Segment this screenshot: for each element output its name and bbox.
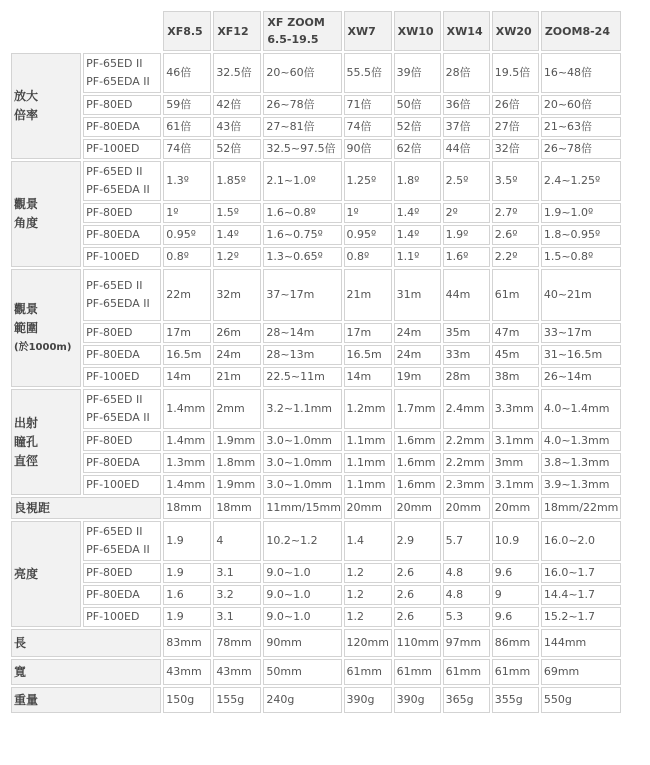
value-cell: 45m	[492, 345, 539, 365]
value-cell: 1.25º	[344, 161, 392, 201]
value-cell: 3.1	[213, 563, 261, 583]
value-cell: 21m	[344, 269, 392, 321]
value-cell: 150g	[163, 687, 211, 713]
value-cell: 1.8~0.95º	[541, 225, 621, 245]
model-label: PF-65ED II	[86, 525, 143, 538]
col-header-xf12: XF12	[213, 11, 261, 51]
value-cell: 1.6mm	[394, 475, 441, 495]
value-cell: 1.9~1.0º	[541, 203, 621, 223]
value-cell: 120mm	[344, 629, 392, 657]
table-row	[11, 453, 621, 473]
value-cell: 1.9mm	[213, 475, 261, 495]
value-cell: 78mm	[213, 629, 261, 657]
model-cell	[83, 389, 161, 429]
value-cell: 20~60倍	[263, 53, 341, 93]
value-cell: 355g	[492, 687, 539, 713]
value-cell: 20mm	[443, 497, 490, 519]
value-cell: 2.6	[394, 563, 441, 583]
table-row	[11, 367, 621, 387]
value-cell: 43倍	[213, 117, 261, 137]
value-cell: 32m	[213, 269, 261, 321]
value-cell: 2.7º	[492, 203, 539, 223]
value-cell: 4.8	[443, 563, 490, 583]
value-cell: 97mm	[443, 629, 490, 657]
model-cell: PF-80ED	[83, 431, 161, 451]
value-cell: 16.0~1.7	[541, 563, 621, 583]
value-cell: 61mm	[394, 659, 441, 685]
value-cell: 10.9	[492, 521, 539, 561]
model-label: PF-65EDA II	[86, 297, 150, 310]
category-label: 角度	[14, 216, 39, 230]
value-cell: 39倍	[394, 53, 441, 93]
category-angle	[11, 161, 81, 267]
model-label: PF-65ED II	[86, 393, 143, 406]
col-header-xf-zoom	[263, 11, 341, 51]
value-cell: 3.3mm	[492, 389, 539, 429]
value-cell: 1.6~0.8º	[263, 203, 341, 223]
value-cell: 33~17m	[541, 323, 621, 343]
model-cell: PF-80EDA	[83, 225, 161, 245]
value-cell: 2.4mm	[443, 389, 490, 429]
value-cell: 3.1	[213, 607, 261, 627]
value-cell: 1.2	[344, 563, 392, 583]
value-cell: 2.4~1.25º	[541, 161, 621, 201]
value-cell: 33m	[443, 345, 490, 365]
value-cell: 1.4mm	[163, 431, 211, 451]
value-cell: 1º	[163, 203, 211, 223]
value-cell: 4.0~1.3mm	[541, 431, 621, 451]
value-cell: 3.2~1.1mm	[263, 389, 341, 429]
value-cell: 19m	[394, 367, 441, 387]
model-label: PF-65EDA II	[86, 411, 150, 424]
value-cell: 43mm	[213, 659, 261, 685]
value-cell: 0.95º	[344, 225, 392, 245]
value-cell: 1.6~0.75º	[263, 225, 341, 245]
value-cell: 365g	[443, 687, 490, 713]
value-cell: 2mm	[213, 389, 261, 429]
value-cell: 1.9	[163, 563, 211, 583]
value-cell: 46倍	[163, 53, 211, 93]
col-header-xw20: XW20	[492, 11, 539, 51]
model-label: PF-65ED II	[86, 165, 143, 178]
value-cell: 16~48倍	[541, 53, 621, 93]
value-cell: 1.3mm	[163, 453, 211, 473]
value-cell: 17m	[163, 323, 211, 343]
value-cell: 21~63倍	[541, 117, 621, 137]
col-header-xf-zoom-line1: XF ZOOM	[267, 16, 325, 29]
value-cell: 16.0~2.0	[541, 521, 621, 561]
value-cell: 18mm	[163, 497, 211, 519]
value-cell: 86mm	[492, 629, 539, 657]
category-label: 瞳孔	[14, 434, 39, 449]
value-cell: 11mm/15mm	[263, 497, 341, 519]
value-cell: 38m	[492, 367, 539, 387]
category-label: 放大	[14, 89, 39, 103]
value-cell: 110mm	[394, 629, 441, 657]
model-cell: PF-80EDA	[83, 585, 161, 605]
col-header-xf8-5: XF8.5	[163, 11, 211, 51]
value-cell: 4.8	[443, 585, 490, 605]
value-cell: 3.5º	[492, 161, 539, 201]
value-cell: 47m	[492, 323, 539, 343]
value-cell: 4.0~1.4mm	[541, 389, 621, 429]
value-cell: 27倍	[492, 117, 539, 137]
value-cell: 155g	[213, 687, 261, 713]
value-cell: 26~14m	[541, 367, 621, 387]
value-cell: 0.95º	[163, 225, 211, 245]
table-row	[11, 497, 621, 519]
value-cell: 0.8º	[344, 247, 392, 267]
value-cell: 1.4mm	[163, 389, 211, 429]
value-cell: 1.6	[163, 585, 211, 605]
category-label: 觀景	[14, 197, 39, 211]
value-cell: 2º	[443, 203, 490, 223]
value-cell: 9	[492, 585, 539, 605]
value-cell: 18mm	[213, 497, 261, 519]
model-cell	[83, 521, 161, 561]
value-cell: 1.85º	[213, 161, 261, 201]
table-row	[11, 225, 621, 245]
spec-table	[9, 9, 623, 715]
value-cell: 55.5倍	[344, 53, 392, 93]
table-row	[11, 117, 621, 137]
table-row	[11, 389, 621, 429]
value-cell: 26m	[213, 323, 261, 343]
value-cell: 90倍	[344, 139, 392, 159]
value-cell: 15.2~1.7	[541, 607, 621, 627]
value-cell: 20mm	[344, 497, 392, 519]
value-cell: 390g	[394, 687, 441, 713]
value-cell: 74倍	[344, 117, 392, 137]
value-cell: 2.2º	[492, 247, 539, 267]
corner-cell	[11, 11, 161, 51]
table-row	[11, 269, 621, 321]
value-cell: 1.5º	[213, 203, 261, 223]
value-cell: 5.7	[443, 521, 490, 561]
model-cell: PF-80EDA	[83, 345, 161, 365]
value-cell: 390g	[344, 687, 392, 713]
value-cell: 32.5~97.5倍	[263, 139, 341, 159]
model-cell: PF-80ED	[83, 563, 161, 583]
value-cell: 9.0~1.0	[263, 585, 341, 605]
value-cell: 1.4mm	[163, 475, 211, 495]
table-row	[11, 95, 621, 115]
value-cell: 1.1mm	[344, 453, 392, 473]
category-width: 寬	[11, 659, 161, 685]
value-cell: 1.5~0.8º	[541, 247, 621, 267]
value-cell: 240g	[263, 687, 341, 713]
value-cell: 3mm	[492, 453, 539, 473]
value-cell: 5.3	[443, 607, 490, 627]
value-cell: 3.0~1.0mm	[263, 453, 341, 473]
table-row	[11, 607, 621, 627]
category-label: 出射	[14, 415, 39, 430]
value-cell: 2.1~1.0º	[263, 161, 341, 201]
model-cell: PF-100ED	[83, 247, 161, 267]
value-cell: 28~13m	[263, 345, 341, 365]
category-label: 範圍	[14, 320, 39, 335]
value-cell: 1.1mm	[344, 431, 392, 451]
table-row	[11, 687, 621, 713]
value-cell: 2.2mm	[443, 453, 490, 473]
value-cell: 1.3º	[163, 161, 211, 201]
value-cell: 1.4º	[394, 203, 441, 223]
value-cell: 61mm	[492, 659, 539, 685]
value-cell: 90mm	[263, 629, 341, 657]
value-cell: 2.6	[394, 607, 441, 627]
table-row	[11, 345, 621, 365]
value-cell: 35m	[443, 323, 490, 343]
value-cell: 20~60倍	[541, 95, 621, 115]
value-cell: 24m	[394, 345, 441, 365]
value-cell: 32倍	[492, 139, 539, 159]
value-cell: 36倍	[443, 95, 490, 115]
value-cell: 2.6º	[492, 225, 539, 245]
category-magnification	[11, 53, 81, 159]
header-row	[11, 11, 621, 51]
value-cell: 1.2mm	[344, 389, 392, 429]
value-cell: 1.1º	[394, 247, 441, 267]
value-cell: 1.7mm	[394, 389, 441, 429]
table-row	[11, 563, 621, 583]
value-cell: 32.5倍	[213, 53, 261, 93]
value-cell: 17m	[344, 323, 392, 343]
value-cell: 43mm	[163, 659, 211, 685]
value-cell: 550g	[541, 687, 621, 713]
value-cell: 10.2~1.2	[263, 521, 341, 561]
category-label: (於1000m)	[14, 341, 72, 353]
category-length: 長	[11, 629, 161, 657]
col-header-xw10: XW10	[394, 11, 441, 51]
model-cell: PF-80ED	[83, 203, 161, 223]
value-cell: 50mm	[263, 659, 341, 685]
value-cell: 1.6º	[443, 247, 490, 267]
value-cell: 16.5m	[163, 345, 211, 365]
table-row	[11, 203, 621, 223]
value-cell: 3.1mm	[492, 431, 539, 451]
value-cell: 1.8º	[394, 161, 441, 201]
value-cell: 1.8mm	[213, 453, 261, 473]
value-cell: 28倍	[443, 53, 490, 93]
value-cell: 3.9~1.3mm	[541, 475, 621, 495]
value-cell: 2.3mm	[443, 475, 490, 495]
model-cell	[83, 161, 161, 201]
value-cell: 26~78倍	[541, 139, 621, 159]
value-cell: 24m	[394, 323, 441, 343]
value-cell: 20mm	[394, 497, 441, 519]
value-cell: 20mm	[492, 497, 539, 519]
model-cell: PF-100ED	[83, 475, 161, 495]
value-cell: 62倍	[394, 139, 441, 159]
category-label: 直徑	[14, 453, 39, 468]
model-cell	[83, 269, 161, 321]
value-cell: 1.1mm	[344, 475, 392, 495]
value-cell: 61mm	[443, 659, 490, 685]
value-cell: 1.2	[344, 585, 392, 605]
value-cell: 42倍	[213, 95, 261, 115]
value-cell: 1.3~0.65º	[263, 247, 341, 267]
table-row	[11, 431, 621, 451]
value-cell: 71倍	[344, 95, 392, 115]
table-row	[11, 475, 621, 495]
value-cell: 44倍	[443, 139, 490, 159]
category-pupil	[11, 389, 81, 495]
value-cell: 16.5m	[344, 345, 392, 365]
value-cell: 9.6	[492, 563, 539, 583]
value-cell: 2.9	[394, 521, 441, 561]
category-label: 觀景	[14, 301, 39, 316]
col-header-xw14: XW14	[443, 11, 490, 51]
value-cell: 61倍	[163, 117, 211, 137]
value-cell: 14m	[163, 367, 211, 387]
value-cell: 3.0~1.0mm	[263, 431, 341, 451]
value-cell: 19.5倍	[492, 53, 539, 93]
value-cell: 3.2	[213, 585, 261, 605]
value-cell: 2.6	[394, 585, 441, 605]
value-cell: 1.2	[344, 607, 392, 627]
category-label: 倍率	[14, 108, 39, 122]
value-cell: 3.0~1.0mm	[263, 475, 341, 495]
value-cell: 52倍	[213, 139, 261, 159]
table-row	[11, 139, 621, 159]
col-header-zoom8-24: ZOOM8-24	[541, 11, 621, 51]
value-cell: 2.5º	[443, 161, 490, 201]
value-cell: 3.1mm	[492, 475, 539, 495]
value-cell: 69mm	[541, 659, 621, 685]
category-eye-relief: 良視距	[11, 497, 161, 519]
table-row	[11, 585, 621, 605]
value-cell: 27~81倍	[263, 117, 341, 137]
value-cell: 2.2mm	[443, 431, 490, 451]
value-cell: 9.0~1.0	[263, 607, 341, 627]
value-cell: 61mm	[344, 659, 392, 685]
value-cell: 1.6mm	[394, 431, 441, 451]
model-label: PF-65EDA II	[86, 543, 150, 556]
model-label: PF-65ED II	[86, 279, 143, 292]
value-cell: 28m	[443, 367, 490, 387]
value-cell: 61m	[492, 269, 539, 321]
value-cell: 31~16.5m	[541, 345, 621, 365]
category-brightness: 亮度	[11, 521, 81, 627]
table-row	[11, 659, 621, 685]
value-cell: 37~17m	[263, 269, 341, 321]
value-cell: 1.9	[163, 607, 211, 627]
table-row	[11, 161, 621, 201]
value-cell: 21m	[213, 367, 261, 387]
model-cell: PF-80EDA	[83, 453, 161, 473]
model-cell: PF-80ED	[83, 323, 161, 343]
value-cell: 3.8~1.3mm	[541, 453, 621, 473]
category-field	[11, 269, 81, 387]
value-cell: 1.6mm	[394, 453, 441, 473]
value-cell: 59倍	[163, 95, 211, 115]
value-cell: 14.4~1.7	[541, 585, 621, 605]
value-cell: 4	[213, 521, 261, 561]
value-cell: 1.9	[163, 521, 211, 561]
model-label: PF-65EDA II	[86, 183, 150, 196]
value-cell: 44m	[443, 269, 490, 321]
value-cell: 22.5~11m	[263, 367, 341, 387]
value-cell: 52倍	[394, 117, 441, 137]
value-cell: 1.9º	[443, 225, 490, 245]
model-cell: PF-80EDA	[83, 117, 161, 137]
value-cell: 22m	[163, 269, 211, 321]
model-cell: PF-100ED	[83, 607, 161, 627]
value-cell: 1º	[344, 203, 392, 223]
value-cell: 26~78倍	[263, 95, 341, 115]
model-label: PF-65EDA II	[86, 75, 150, 88]
value-cell: 31m	[394, 269, 441, 321]
value-cell: 18mm/22mm	[541, 497, 621, 519]
table-row	[11, 323, 621, 343]
table-row	[11, 53, 621, 93]
value-cell: 1.4º	[213, 225, 261, 245]
value-cell: 40~21m	[541, 269, 621, 321]
value-cell: 50倍	[394, 95, 441, 115]
table-row	[11, 247, 621, 267]
col-header-xw7: XW7	[344, 11, 392, 51]
col-header-xf-zoom-line2: 6.5-19.5	[267, 33, 319, 46]
model-cell: PF-100ED	[83, 367, 161, 387]
value-cell: 1.2º	[213, 247, 261, 267]
table-row	[11, 629, 621, 657]
value-cell: 14m	[344, 367, 392, 387]
model-cell: PF-100ED	[83, 139, 161, 159]
value-cell: 1.9mm	[213, 431, 261, 451]
value-cell: 83mm	[163, 629, 211, 657]
value-cell: 1.4º	[394, 225, 441, 245]
value-cell: 28~14m	[263, 323, 341, 343]
model-cell	[83, 53, 161, 93]
value-cell: 26倍	[492, 95, 539, 115]
value-cell: 24m	[213, 345, 261, 365]
value-cell: 9.0~1.0	[263, 563, 341, 583]
value-cell: 37倍	[443, 117, 490, 137]
value-cell: 74倍	[163, 139, 211, 159]
model-label: PF-65ED II	[86, 57, 143, 70]
value-cell: 0.8º	[163, 247, 211, 267]
value-cell: 1.4	[344, 521, 392, 561]
table-row	[11, 521, 621, 561]
model-cell: PF-80ED	[83, 95, 161, 115]
category-weight: 重量	[11, 687, 161, 713]
value-cell: 9.6	[492, 607, 539, 627]
value-cell: 144mm	[541, 629, 621, 657]
